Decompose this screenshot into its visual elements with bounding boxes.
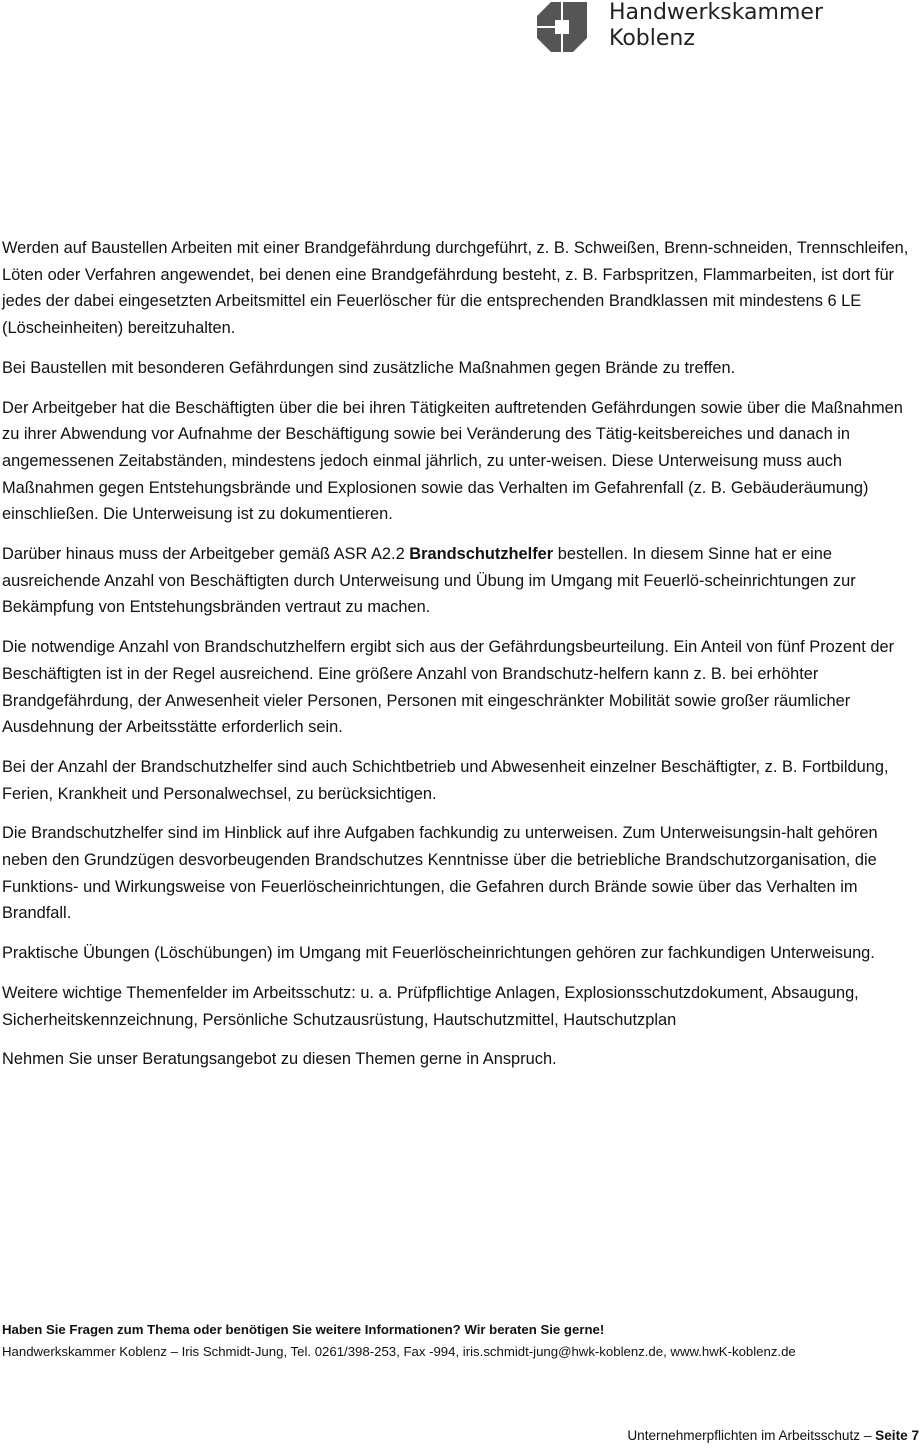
paragraph-8: Praktische Übungen (Löschübungen) im Umgang mit Feuerlöscheinrichtungen gehören zur fachkundigen Unterweisung.	[2, 944, 875, 963]
paragraph-5: Die notwendige Anzahl von Brandschutzhelfern ergibt sich aus der Gefährdungsbeurteilung. Ein Anteil von fünf Prozent der Beschäftigten ist in der Regel ausreichend. Eine größere Anzahl von Brandschutz-helfern kann z. B. bei erhöhter Brandgefährdung, der Anwesenheit vieler Personen, Personen mit eingeschränkter Mobilität sowie großer räumlicher Ausdehnung der Arbeitsstätte erforderlich sein.	[2, 638, 895, 737]
paragraph-1: Werden auf Baustellen Arbeiten mit einer Brandgefährdung durchgeführt, z. B. Schweißen, Brenn-schneiden, Trennschleifen, Löten oder Verfahren angewendet, bei denen eine Brandgefährdung besteht, z. B. Farbspritzen, Flammarbeiten, ist dort für jedes der dabei eingesetzten Arbeitsmittel ein Feuerlöscher für die entsprechenden Brandklassen mit mindestens 6 LE (Löscheinheiten) bereitzuhalten.	[2, 239, 909, 338]
logo-line-1: Handwerkskammer	[609, 0, 823, 25]
paragraph-9: Weitere wichtige Themenfelder im Arbeitsschutz: u. a. Prüfpflichtige Anlagen, Explosionsschutzdokument, Absaugung, Sicherheitskennzeichnung, Persönliche Schutzausrüstung, Hautschutzmittel, Hautschutzplan	[2, 983, 859, 1029]
hwk-logo	[537, 0, 857, 60]
paragraph-4	[2, 541, 918, 621]
paragraph-4-end: bestellen. In diesem Sinne hat er eine ausreichende Anzahl von Beschäftigten durch Unterweisung und Übung im Umgang mit Feuerlö-scheinrichtungen zur Bekämpfung von Entstehungsbränden vertraut zu machen.	[2, 545, 856, 617]
page-number: Seite 7	[875, 1428, 919, 1443]
paragraph-2: Bei Baustellen mit besonderen Gefährdungen sind zusätzliche Maßnahmen gegen Brände zu treffen.	[2, 358, 736, 377]
contact-footer	[2, 1319, 918, 1363]
paragraph-7: Die Brandschutzhelfer sind im Hinblick auf ihre Aufgaben fachkundig zu unterweisen. Zum Unterweisungsin-halt gehören neben den Grundzügen desvorbeugenden Brandschutzes Kenntnisse über die betriebliche Brandschutzorganisation, die Funktions- und Wirkungsweise von Feuerlöscheinrichtungen, die Gefahren durch Brände sowie über das Verhalten im Brandfall.	[2, 824, 878, 923]
paragraph-10: Nehmen Sie unser Beratungsangebot zu diesen Themen gerne in Anspruch.	[2, 1050, 557, 1069]
footer-question: Haben Sie Fragen zum Thema oder benötigen Sie weitere Informationen? Wir beraten Sie gerne!	[2, 1322, 605, 1337]
paragraph-6: Bei der Anzahl der Brandschutzhelfer sind auch Schichtbetrieb und Abwesenheit einzelner Beschäftigter, z. B. Fortbildung, Ferien, Krankheit und Personalwechsel, zu berücksichtigen.	[2, 757, 889, 803]
footer-contact: Handwerkskammer Koblenz – Iris Schmidt-Jung, Tel. 0261/398-253, Fax -994, iris.schmidt-jung@hwk-koblenz.de, www.hwK-koblenz.de	[2, 1344, 796, 1359]
paragraph-3: Der Arbeitgeber hat die Beschäftigten über die bei ihren Tätigkeiten auftretenden Gefährdungen sowie über die Maßnahmen zu ihrer Abwendung vor Aufnahme der Beschäftigung sowie bei Veränderung des Tätig-keitsbereiches und danach in angemessenen Zeitabständen, mindestens jedoch einmal jährlich, zu unter-weisen. Diese Unterweisung muss auch Maßnahmen gegen Entstehungsbrände und Explosionen sowie das Verhalten im Gefahrenfall (z. B. Gebäuderäumung) einschließen. Die Unterweisung ist zu dokumentieren.	[2, 398, 903, 524]
page-footer	[627, 1427, 919, 1445]
paragraph-4-start: Darüber hinaus muss der Arbeitgeber gemäß ASR A2.2	[2, 545, 410, 564]
main-text	[2, 235, 918, 1086]
document-title: Unternehmerpflichten im Arbeitsschutz –	[627, 1428, 876, 1443]
hwk-logo-mark-icon	[537, 2, 587, 52]
paragraph-4-bold-term: Brandschutzhelfer	[409, 545, 554, 564]
logo-line-2: Koblenz	[609, 26, 695, 51]
logo-wordmark	[609, 0, 823, 52]
